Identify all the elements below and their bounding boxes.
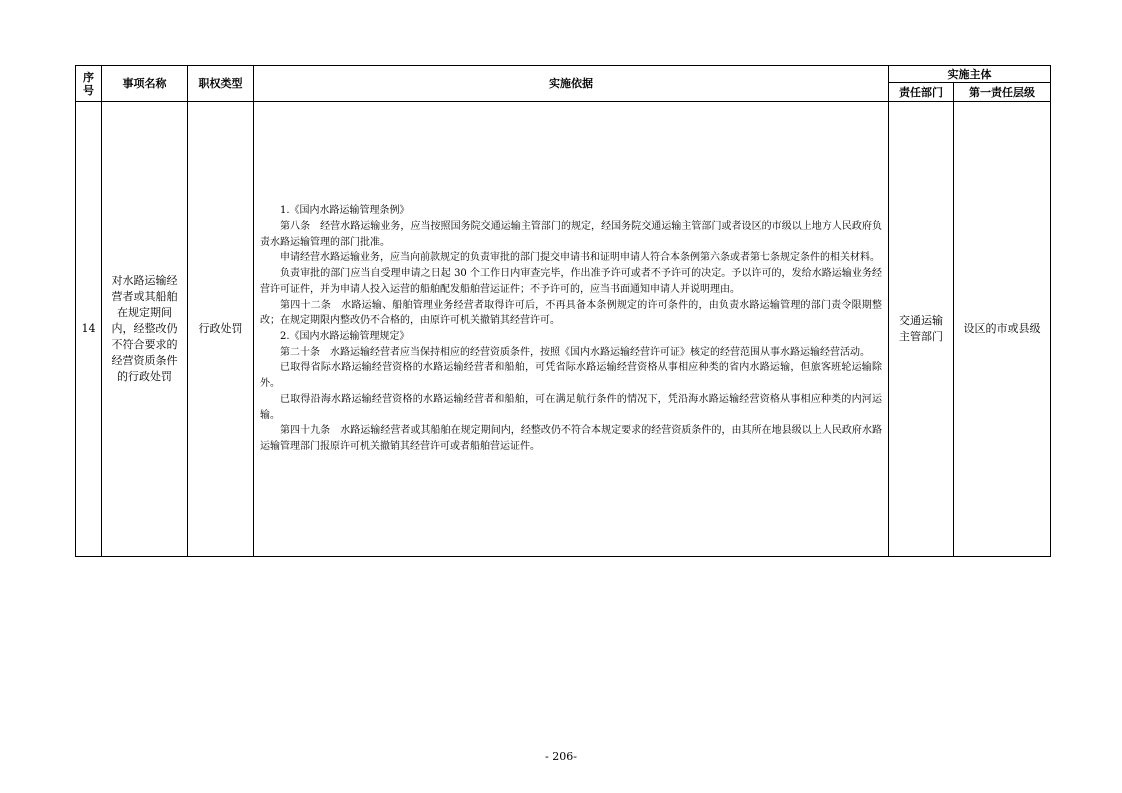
header-first-level: 第一责任层级 — [954, 83, 1051, 102]
enforcement-table — [75, 65, 1051, 557]
page-number: - 206- — [545, 750, 577, 763]
header-basis: 实施依据 — [254, 66, 889, 102]
header-row-top — [76, 66, 1051, 83]
row-first-level: 设区的市或县级 — [954, 102, 1051, 557]
header-item-name: 事项名称 — [102, 66, 188, 102]
basis-paragraph: 第四十九条 水路运输经营者或其船舶在规定期间内，经整改仍不符合本规定要求的经营资质条件的，由其所在地县级以上人民政府水路运输管理部门报原许可机关撤销其经营许可或者船舶营运证件。 — [260, 425, 882, 452]
row-responsible-dept: 交通运输主管部门 — [889, 102, 954, 557]
basis-paragraph: 负责审批的部门应当自受理申请之日起 30 个工作日内审查完毕，作出准予许可或者不予许可的决定。予以许可的，发给水路运输业务经营许可证件，并为申请人投入运营的船舶配发船舶营运证件；不予许可的，应当书面通知申请人并说明理由。 — [260, 268, 882, 295]
basis-paragraph: 2.《国内水路运输管理规定》 — [280, 331, 410, 342]
header-responsible-dept: 责任部门 — [889, 83, 954, 102]
basis-paragraph: 第二十条 水路运输经营者应当保持相应的经营资质条件，按照《国内水路运输经营许可证》核定的经营范围从事水路运输经营活动。 — [280, 346, 870, 358]
header-implementing-subject: 实施主体 — [889, 66, 1051, 83]
row-item-name: 对水路运输经营者或其船舶在规定期间内，经整改仍不符合要求的经营资质条件的行政处罚 — [102, 102, 188, 557]
basis-paragraph: 已取得省际水路运输经营资格的水路运输经营者和船舶，可凭省际水路运输经营资格从事相应种类的省内水路运输，但旅客班轮运输除外。 — [260, 362, 882, 390]
basis-paragraph: 申请经营水路运输业务，应当向前款规定的负责审批的部门提交申请书和证明申请人符合本条例第六条或者第七条规定条件的相关材料。 — [280, 252, 880, 264]
row-power-type: 行政处罚 — [188, 102, 254, 557]
row-seq: 14 — [76, 102, 102, 557]
basis-paragraph: 1.《国内水路运输管理条例》 — [280, 205, 410, 217]
basis-paragraph: 第四十二条 水路运输、船舶管理业务经营者取得许可后，不再具备本条例规定的许可条件的，由负责水路运输管理的部门责令限期整改；在规定期限内整改仍不合格的，由原许可机关撤销其经营许可。 — [260, 299, 882, 327]
header-seq: 序 号 — [76, 66, 102, 102]
basis-paragraph: 第八条 经营水路运输业务，应当按照国务院交通运输主管部门的规定，经国务院交通运输主管部门或者设区的市级以上地方人民政府负责水路运输管理的部门批准。 — [260, 221, 882, 248]
row-basis — [254, 102, 889, 557]
basis-paragraph: 已取得沿海水路运输经营资格的水路运输经营者和船舶，可在满足航行条件的情况下，凭沿海水路运输经营资格从事相应种类的内河运输。 — [260, 393, 882, 421]
header-power-type: 职权类型 — [188, 66, 254, 102]
table-row — [76, 102, 1051, 557]
